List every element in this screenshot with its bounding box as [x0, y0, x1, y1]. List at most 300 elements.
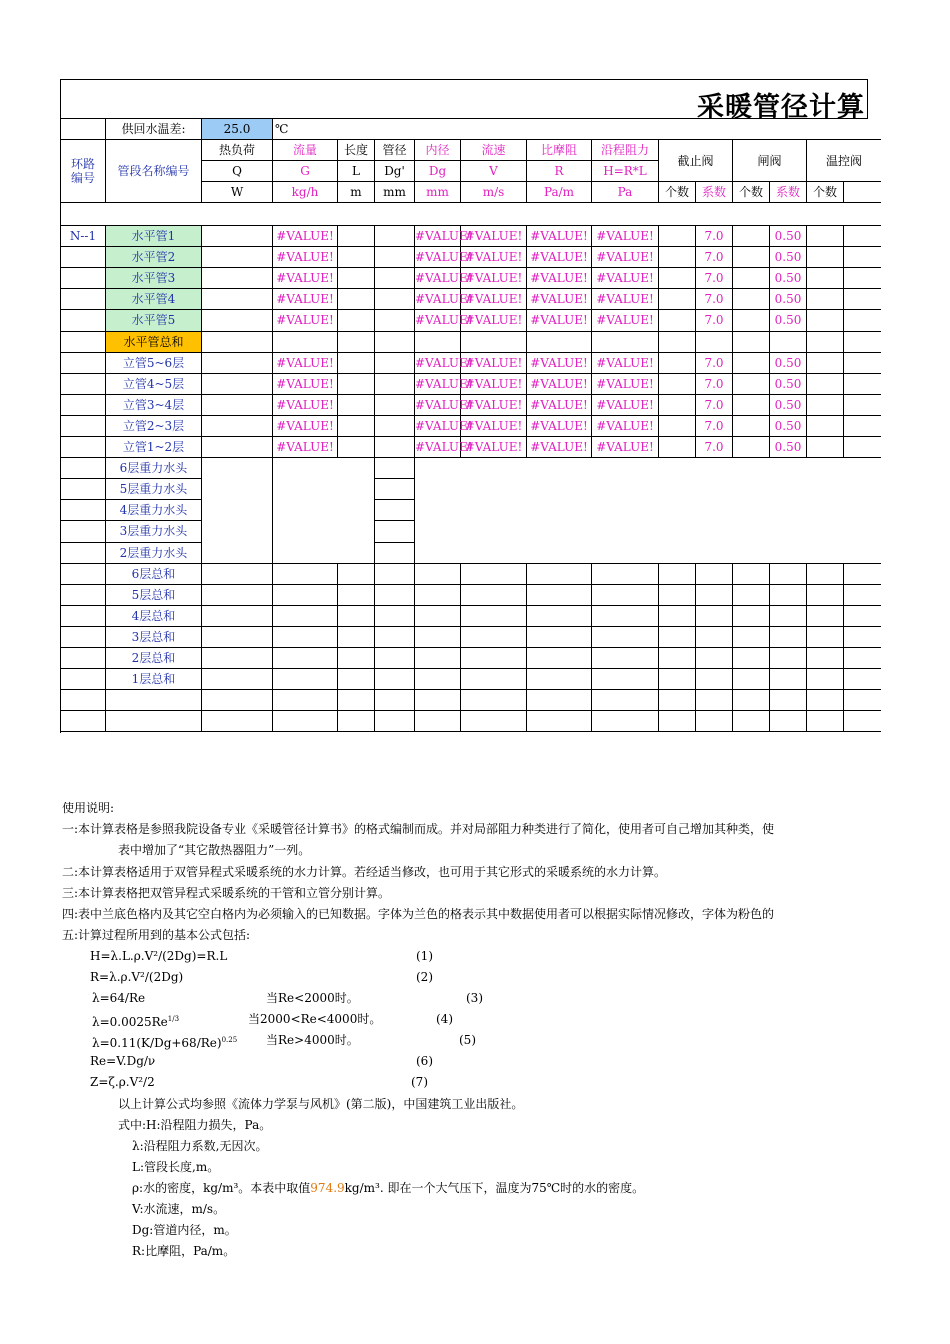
data-cell[interactable]	[338, 310, 375, 332]
data-cell[interactable]	[461, 585, 527, 606]
data-cell[interactable]	[202, 711, 273, 732]
data-cell[interactable]	[527, 606, 592, 627]
data-cell[interactable]: #VALUE!	[592, 268, 659, 289]
data-cell[interactable]	[202, 669, 273, 690]
data-cell[interactable]	[202, 437, 273, 458]
header-col-7[interactable]: 沿程阻力	[592, 140, 659, 161]
data-cell[interactable]	[202, 289, 273, 310]
data-cell[interactable]: 0.50	[770, 310, 807, 332]
data-cell[interactable]: #VALUE!	[415, 353, 461, 374]
data-cell[interactable]	[696, 648, 733, 669]
data-cell[interactable]	[375, 416, 415, 437]
header-col-4[interactable]: 内径	[415, 140, 461, 161]
data-cell[interactable]: 0.50	[770, 268, 807, 289]
loop-no-cell[interactable]: N--1	[61, 226, 106, 247]
data-cell[interactable]	[844, 564, 881, 585]
data-cell[interactable]	[461, 606, 527, 627]
loop-no-cell[interactable]	[61, 690, 106, 711]
data-cell[interactable]	[807, 690, 844, 711]
gravity-blank[interactable]	[202, 500, 273, 521]
data-cell[interactable]	[659, 395, 696, 416]
loop-no-cell[interactable]	[61, 353, 106, 374]
data-cell[interactable]	[770, 332, 807, 353]
header-gate-valve[interactable]: 闸阀	[733, 140, 807, 182]
data-cell[interactable]	[415, 669, 461, 690]
data-cell[interactable]	[273, 564, 338, 585]
data-cell[interactable]	[807, 289, 844, 310]
data-cell[interactable]	[461, 711, 527, 732]
data-cell[interactable]	[202, 627, 273, 648]
data-cell[interactable]	[696, 627, 733, 648]
data-cell[interactable]	[375, 437, 415, 458]
data-cell[interactable]	[375, 395, 415, 416]
data-cell[interactable]: #VALUE!	[461, 437, 527, 458]
data-cell[interactable]	[844, 395, 881, 416]
data-cell[interactable]	[844, 268, 881, 289]
data-cell[interactable]	[770, 711, 807, 732]
data-cell[interactable]	[273, 690, 338, 711]
segment-name[interactable]: 5层重力水头	[106, 479, 202, 500]
data-cell[interactable]: #VALUE!	[415, 226, 461, 247]
data-cell[interactable]	[659, 226, 696, 247]
data-cell[interactable]: #VALUE!	[461, 395, 527, 416]
header-valve-sub-1[interactable]: 系数	[696, 182, 733, 203]
data-cell[interactable]: #VALUE!	[415, 416, 461, 437]
data-cell[interactable]	[659, 289, 696, 310]
data-cell[interactable]	[659, 648, 696, 669]
data-cell[interactable]	[527, 711, 592, 732]
segment-name[interactable]: 水平管4	[106, 289, 202, 310]
data-cell[interactable]	[375, 648, 415, 669]
data-cell[interactable]: #VALUE!	[527, 353, 592, 374]
segment-name[interactable]: 立管3~4层	[106, 395, 202, 416]
data-cell[interactable]	[202, 564, 273, 585]
data-cell[interactable]	[696, 585, 733, 606]
data-cell[interactable]	[733, 711, 770, 732]
data-cell[interactable]	[733, 564, 770, 585]
gravity-blank[interactable]	[202, 543, 273, 564]
loop-no-cell[interactable]	[61, 627, 106, 648]
data-cell[interactable]	[202, 395, 273, 416]
data-cell[interactable]: #VALUE!	[592, 437, 659, 458]
data-cell[interactable]	[807, 437, 844, 458]
data-cell[interactable]	[592, 585, 659, 606]
data-cell[interactable]: 7.0	[696, 247, 733, 268]
data-cell[interactable]	[659, 564, 696, 585]
segment-name[interactable]: 水平管3	[106, 268, 202, 289]
data-cell[interactable]	[375, 268, 415, 289]
segment-name[interactable]: 4层重力水头	[106, 500, 202, 521]
data-cell[interactable]: #VALUE!	[273, 395, 338, 416]
data-cell[interactable]	[807, 648, 844, 669]
loop-no-cell[interactable]	[61, 437, 106, 458]
data-cell[interactable]	[592, 711, 659, 732]
header-sym-5[interactable]: V	[461, 161, 527, 182]
gravity-blank[interactable]	[273, 500, 375, 521]
data-cell[interactable]: #VALUE!	[592, 226, 659, 247]
header-sym-4[interactable]: Dg	[415, 161, 461, 182]
segment-name[interactable]: 立管1~2层	[106, 437, 202, 458]
data-cell[interactable]	[461, 564, 527, 585]
data-cell[interactable]: 0.50	[770, 395, 807, 416]
gravity-value[interactable]	[375, 500, 415, 521]
data-cell[interactable]	[375, 353, 415, 374]
data-cell[interactable]	[696, 564, 733, 585]
data-cell[interactable]	[202, 374, 273, 395]
data-cell[interactable]	[844, 437, 881, 458]
data-cell[interactable]	[338, 606, 375, 627]
data-cell[interactable]	[696, 669, 733, 690]
loop-no-cell[interactable]	[61, 500, 106, 521]
data-cell[interactable]: #VALUE!	[527, 247, 592, 268]
header-unit-6[interactable]: Pa/m	[527, 182, 592, 203]
data-cell[interactable]	[202, 606, 273, 627]
data-cell[interactable]	[415, 564, 461, 585]
data-cell[interactable]	[338, 564, 375, 585]
segment-name[interactable]: 6层重力水头	[106, 458, 202, 479]
data-cell[interactable]: 0.50	[770, 437, 807, 458]
segment-name[interactable]: 立管2~3层	[106, 416, 202, 437]
data-cell[interactable]	[338, 437, 375, 458]
loop-no-cell[interactable]	[61, 247, 106, 268]
data-cell[interactable]	[273, 669, 338, 690]
data-cell[interactable]	[659, 247, 696, 268]
header-unit-0[interactable]: W	[202, 182, 273, 203]
segment-name[interactable]: 立管4~5层	[106, 374, 202, 395]
data-cell[interactable]	[338, 374, 375, 395]
header-col-5[interactable]: 流速	[461, 140, 527, 161]
data-cell[interactable]	[202, 268, 273, 289]
gravity-value[interactable]	[375, 521, 415, 543]
data-cell[interactable]: #VALUE!	[527, 226, 592, 247]
data-cell[interactable]	[733, 374, 770, 395]
data-cell[interactable]	[659, 669, 696, 690]
data-cell[interactable]	[375, 226, 415, 247]
gravity-blank[interactable]	[273, 521, 375, 543]
gravity-blank[interactable]	[273, 479, 375, 500]
header-valve-sub-3[interactable]: 系数	[770, 182, 807, 203]
data-cell[interactable]	[733, 289, 770, 310]
data-cell[interactable]	[844, 374, 881, 395]
data-cell[interactable]	[338, 289, 375, 310]
data-cell[interactable]	[807, 247, 844, 268]
data-cell[interactable]: #VALUE!	[592, 395, 659, 416]
data-cell[interactable]	[844, 226, 881, 247]
data-cell[interactable]: #VALUE!	[415, 289, 461, 310]
data-cell[interactable]	[659, 627, 696, 648]
data-cell[interactable]	[659, 711, 696, 732]
loop-no-cell[interactable]	[61, 585, 106, 606]
header-sym-1[interactable]: G	[273, 161, 338, 182]
header-segment[interactable]: 管段名称编号	[106, 140, 202, 203]
loop-no-cell[interactable]	[61, 374, 106, 395]
segment-name[interactable]: 4层总和	[106, 606, 202, 627]
data-cell[interactable]	[696, 606, 733, 627]
header-sym-2[interactable]: L	[338, 161, 375, 182]
data-cell[interactable]	[733, 690, 770, 711]
loop-no-cell[interactable]	[61, 564, 106, 585]
data-cell[interactable]	[733, 395, 770, 416]
data-cell[interactable]	[415, 648, 461, 669]
data-cell[interactable]	[733, 310, 770, 332]
data-cell[interactable]	[770, 585, 807, 606]
data-cell[interactable]	[527, 585, 592, 606]
data-cell[interactable]: #VALUE!	[592, 353, 659, 374]
data-cell[interactable]	[338, 268, 375, 289]
data-cell[interactable]	[375, 332, 415, 353]
data-cell[interactable]: 7.0	[696, 268, 733, 289]
data-cell[interactable]	[659, 353, 696, 374]
data-cell[interactable]	[202, 690, 273, 711]
loop-no-cell[interactable]	[61, 289, 106, 310]
data-cell[interactable]	[375, 690, 415, 711]
loop-no-cell[interactable]	[61, 332, 106, 353]
data-cell[interactable]: #VALUE!	[527, 437, 592, 458]
header-valve-sub-5[interactable]	[844, 182, 881, 203]
data-cell[interactable]	[415, 332, 461, 353]
data-cell[interactable]: 0.50	[770, 374, 807, 395]
data-cell[interactable]: #VALUE!	[592, 374, 659, 395]
data-cell[interactable]	[202, 416, 273, 437]
loop-no-cell[interactable]	[61, 395, 106, 416]
header-unit-7[interactable]: Pa	[592, 182, 659, 203]
data-cell[interactable]	[202, 310, 273, 332]
data-cell[interactable]	[770, 648, 807, 669]
data-cell[interactable]: #VALUE!	[461, 310, 527, 332]
data-cell[interactable]	[733, 606, 770, 627]
header-col-2[interactable]: 长度	[338, 140, 375, 161]
data-cell[interactable]	[202, 247, 273, 268]
segment-name[interactable]: 6层总和	[106, 564, 202, 585]
loop-no-cell[interactable]	[61, 416, 106, 437]
data-cell[interactable]	[375, 669, 415, 690]
data-cell[interactable]	[202, 648, 273, 669]
data-cell[interactable]	[338, 395, 375, 416]
data-cell[interactable]	[375, 606, 415, 627]
data-cell[interactable]: #VALUE!	[415, 374, 461, 395]
data-cell[interactable]: #VALUE!	[415, 268, 461, 289]
data-cell[interactable]	[592, 648, 659, 669]
data-cell[interactable]: #VALUE!	[527, 374, 592, 395]
data-cell[interactable]	[770, 669, 807, 690]
data-cell[interactable]	[807, 606, 844, 627]
header-sym-0[interactable]: Q	[202, 161, 273, 182]
data-cell[interactable]	[733, 247, 770, 268]
data-cell[interactable]	[807, 669, 844, 690]
header-unit-5[interactable]: m/s	[461, 182, 527, 203]
data-cell[interactable]: #VALUE!	[461, 226, 527, 247]
data-cell[interactable]	[338, 711, 375, 732]
data-cell[interactable]	[273, 332, 338, 353]
data-cell[interactable]	[659, 332, 696, 353]
loop-no-cell[interactable]	[61, 479, 106, 500]
data-cell[interactable]: #VALUE!	[527, 310, 592, 332]
header-unit-2[interactable]: m	[338, 182, 375, 203]
data-cell[interactable]	[273, 585, 338, 606]
data-cell[interactable]	[807, 226, 844, 247]
data-cell[interactable]	[807, 416, 844, 437]
data-cell[interactable]	[659, 437, 696, 458]
data-cell[interactable]	[733, 332, 770, 353]
data-cell[interactable]	[202, 585, 273, 606]
data-cell[interactable]	[844, 648, 881, 669]
data-cell[interactable]	[733, 226, 770, 247]
data-cell[interactable]	[592, 606, 659, 627]
segment-name[interactable]: 水平管总和	[106, 332, 202, 353]
data-cell[interactable]	[733, 268, 770, 289]
data-cell[interactable]	[770, 690, 807, 711]
data-cell[interactable]: 7.0	[696, 416, 733, 437]
data-cell[interactable]	[696, 690, 733, 711]
data-cell[interactable]	[338, 648, 375, 669]
data-cell[interactable]	[733, 585, 770, 606]
data-cell[interactable]: #VALUE!	[461, 374, 527, 395]
data-cell[interactable]	[273, 627, 338, 648]
data-cell[interactable]	[273, 606, 338, 627]
data-cell[interactable]: #VALUE!	[415, 310, 461, 332]
data-cell[interactable]: #VALUE!	[592, 247, 659, 268]
segment-name[interactable]: 水平管1	[106, 226, 202, 247]
data-cell[interactable]	[415, 585, 461, 606]
data-cell[interactable]	[338, 332, 375, 353]
data-cell[interactable]	[338, 690, 375, 711]
data-cell[interactable]	[527, 669, 592, 690]
loop-no-cell[interactable]	[61, 310, 106, 332]
data-cell[interactable]: 7.0	[696, 310, 733, 332]
header-sym-6[interactable]: R	[527, 161, 592, 182]
data-cell[interactable]: #VALUE!	[461, 353, 527, 374]
data-cell[interactable]	[338, 585, 375, 606]
data-cell[interactable]	[338, 416, 375, 437]
header-unit-4[interactable]: mm	[415, 182, 461, 203]
data-cell[interactable]: 7.0	[696, 353, 733, 374]
data-cell[interactable]	[273, 648, 338, 669]
data-cell[interactable]	[844, 690, 881, 711]
loop-no-cell[interactable]	[61, 521, 106, 543]
data-cell[interactable]: 7.0	[696, 437, 733, 458]
gravity-value[interactable]	[375, 458, 415, 479]
data-cell[interactable]	[375, 247, 415, 268]
data-cell[interactable]: #VALUE!	[273, 226, 338, 247]
data-cell[interactable]: #VALUE!	[415, 247, 461, 268]
data-cell[interactable]	[844, 669, 881, 690]
gravity-merged-area[interactable]	[415, 458, 881, 564]
data-cell[interactable]	[461, 627, 527, 648]
data-cell[interactable]	[202, 226, 273, 247]
gravity-blank[interactable]	[273, 458, 375, 479]
data-cell[interactable]	[592, 690, 659, 711]
data-cell[interactable]	[527, 690, 592, 711]
gravity-value[interactable]	[375, 479, 415, 500]
data-cell[interactable]	[844, 310, 881, 332]
data-cell[interactable]: 0.50	[770, 247, 807, 268]
data-cell[interactable]	[844, 247, 881, 268]
supply-temp-label[interactable]: 供回水温差:	[106, 119, 202, 140]
segment-name[interactable]: 5层总和	[106, 585, 202, 606]
data-cell[interactable]	[202, 332, 273, 353]
data-cell[interactable]	[461, 669, 527, 690]
data-cell[interactable]	[592, 564, 659, 585]
data-cell[interactable]	[733, 416, 770, 437]
data-cell[interactable]: 7.0	[696, 374, 733, 395]
data-cell[interactable]: #VALUE!	[415, 395, 461, 416]
data-cell[interactable]: #VALUE!	[527, 289, 592, 310]
data-cell[interactable]	[338, 669, 375, 690]
data-cell[interactable]	[844, 606, 881, 627]
data-cell[interactable]: #VALUE!	[273, 247, 338, 268]
segment-name[interactable]: 2层总和	[106, 648, 202, 669]
data-cell[interactable]: #VALUE!	[461, 247, 527, 268]
data-cell[interactable]: #VALUE!	[461, 416, 527, 437]
data-cell[interactable]	[375, 310, 415, 332]
data-cell[interactable]: #VALUE!	[592, 289, 659, 310]
data-cell[interactable]	[527, 332, 592, 353]
supply-temp-input[interactable]: 25.0	[202, 119, 273, 140]
header-unit-1[interactable]: kg/h	[273, 182, 338, 203]
data-cell[interactable]	[592, 669, 659, 690]
header-valve-sub-0[interactable]: 个数	[659, 182, 696, 203]
data-cell[interactable]	[527, 648, 592, 669]
data-cell[interactable]	[659, 690, 696, 711]
grid-cell[interactable]	[61, 119, 106, 140]
loop-no-cell[interactable]	[61, 458, 106, 479]
header-loop-no[interactable]: 环路 编号	[61, 140, 106, 203]
gravity-blank[interactable]	[202, 521, 273, 543]
data-cell[interactable]	[844, 585, 881, 606]
data-cell[interactable]	[770, 627, 807, 648]
data-cell[interactable]	[807, 585, 844, 606]
data-cell[interactable]	[375, 374, 415, 395]
data-cell[interactable]	[844, 353, 881, 374]
loop-no-cell[interactable]	[61, 606, 106, 627]
loop-no-cell[interactable]	[61, 648, 106, 669]
loop-no-cell[interactable]	[61, 711, 106, 732]
data-cell[interactable]: #VALUE!	[461, 268, 527, 289]
data-cell[interactable]: 0.50	[770, 416, 807, 437]
data-cell[interactable]	[844, 627, 881, 648]
data-cell[interactable]	[733, 669, 770, 690]
data-cell[interactable]	[807, 711, 844, 732]
data-cell[interactable]	[696, 332, 733, 353]
header-valve-sub-2[interactable]: 个数	[733, 182, 770, 203]
data-cell[interactable]	[807, 268, 844, 289]
data-cell[interactable]	[375, 564, 415, 585]
segment-name[interactable]: 水平管5	[106, 310, 202, 332]
data-cell[interactable]: #VALUE!	[273, 374, 338, 395]
header-col-0[interactable]: 热负荷	[202, 140, 273, 161]
header-globe-valve[interactable]: 截止阀	[659, 140, 733, 182]
data-cell[interactable]	[733, 627, 770, 648]
data-cell[interactable]: 0.50	[770, 353, 807, 374]
data-cell[interactable]	[592, 627, 659, 648]
data-cell[interactable]	[375, 627, 415, 648]
data-cell[interactable]: #VALUE!	[273, 353, 338, 374]
title-cell[interactable]	[60, 79, 868, 123]
data-cell[interactable]	[659, 268, 696, 289]
data-cell[interactable]	[770, 564, 807, 585]
data-cell[interactable]	[807, 310, 844, 332]
data-cell[interactable]	[375, 711, 415, 732]
header-sym-3[interactable]: Dg'	[375, 161, 415, 182]
data-cell[interactable]	[807, 627, 844, 648]
data-cell[interactable]	[415, 627, 461, 648]
data-cell[interactable]	[415, 711, 461, 732]
data-cell[interactable]	[375, 585, 415, 606]
data-cell[interactable]	[527, 627, 592, 648]
supply-temp-unit[interactable]: ℃	[273, 119, 881, 140]
data-cell[interactable]	[338, 627, 375, 648]
header-unit-3[interactable]: mm	[375, 182, 415, 203]
